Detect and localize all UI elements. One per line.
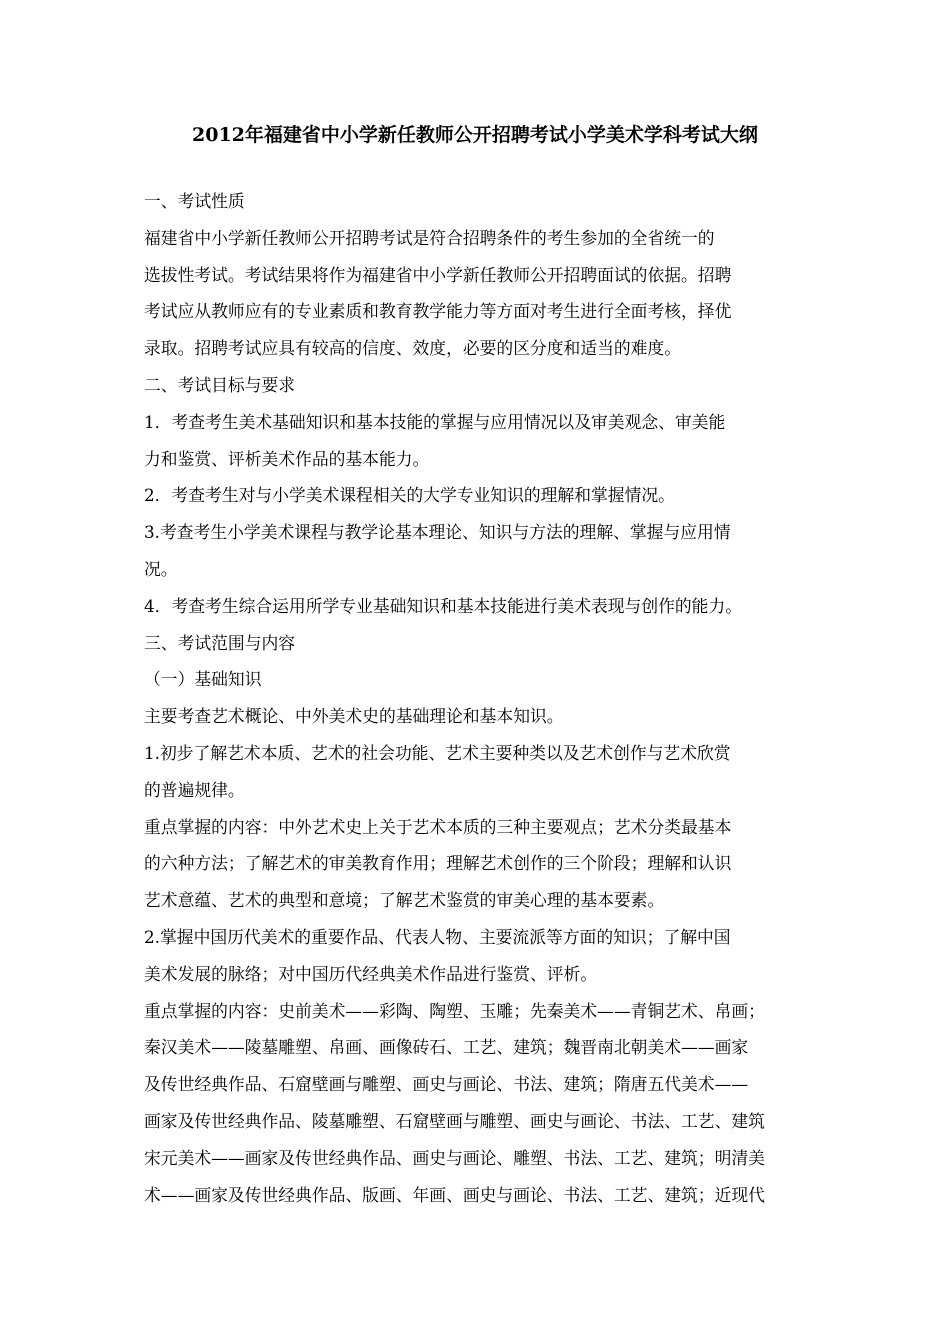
document-title: 2012年福建省中小学新任教师公开招聘考试小学美术学科考试大纲 [192, 124, 758, 146]
paragraph-line: 重点掌握的内容：史前美术——彩陶、陶塑、玉雕；先秦美术——青铜艺术、帛画； [144, 1000, 765, 1021]
list-item-line: 4．考查考生综合运用所学专业基础知识和基本技能进行美术表现与创作的能力。 [144, 595, 743, 616]
list-item-line: 况。 [144, 558, 178, 579]
list-item-line: 力和鉴赏、评析美术作品的基本能力。 [144, 448, 430, 469]
paragraph-line: 的六种方法；了解艺术的审美教育作用；理解艺术创作的三个阶段；理解和认识 [144, 853, 732, 874]
list-item-line: 美术发展的脉络；对中国历代经典美术作品进行鉴赏、评析。 [144, 963, 598, 984]
list-item-line: 的普遍规律。 [144, 779, 245, 800]
paragraph-line: 录取。招聘考试应具有较高的信度、效度，必要的区分度和适当的难度。 [144, 338, 682, 359]
list-item-line: 1．考查考生美术基础知识和基本技能的掌握与应用情况以及审美观念、审美能 [144, 411, 726, 432]
paragraph-line: 艺术意蕴、艺术的典型和意境；了解艺术鉴赏的审美心理的基本要素。 [144, 890, 665, 911]
paragraph-line: 选拔性考试。考试结果将作为福建省中小学新任教师公开招聘面试的依据。招聘 [144, 264, 732, 285]
paragraph-line: 福建省中小学新任教师公开招聘考试是符合招聘条件的考生参加的全省统一的 [144, 227, 715, 248]
paragraph-line: 及传世经典作品、石窟壁画与雕塑、画史与画论、书法、建筑；隋唐五代美术—— [144, 1074, 749, 1095]
subsection-heading: （一）基础知识 [144, 669, 262, 690]
paragraph-line: 宋元美术——画家及传世经典作品、画史与画论、雕塑、书法、工艺、建筑；明清美 [144, 1147, 765, 1168]
list-item-line: 2.掌握中国历代美术的重要作品、代表人物、主要流派等方面的知识；了解中国 [144, 926, 731, 947]
document-body [144, 183, 824, 1213]
paragraph-line: 重点掌握的内容：中外艺术史上关于艺术本质的三种主要观点；艺术分类最基本 [144, 816, 732, 837]
paragraph-line: 考试应从教师应有的专业素质和教育教学能力等方面对考生进行全面考核，择优 [144, 301, 732, 322]
paragraph-line: 秦汉美术——陵墓雕塑、帛画、画像砖石、工艺、建筑；魏晋南北朝美术——画家 [144, 1037, 749, 1058]
section-heading: 一、考试性质 [144, 191, 245, 211]
paragraph-line: 画家及传世经典作品、陵墓雕塑、石窟壁画与雕塑、画史与画论、书法、工艺、建筑 [144, 1110, 765, 1131]
list-item-line: 3.考查考生小学美术课程与教学论基本理论、知识与方法的理解、掌握与应用情 [144, 522, 731, 543]
list-item-line: 1.初步了解艺术本质、艺术的社会功能、艺术主要种类以及艺术创作与艺术欣赏 [144, 742, 731, 763]
paragraph-line: 主要考查艺术概论、中外美术史的基础理论和基本知识。 [144, 706, 564, 727]
list-item-line: 2．考查考生对与小学美术课程相关的大学专业知识的理解和掌握情况。 [144, 485, 675, 506]
section-heading: 二、考试目标与要求 [144, 374, 296, 395]
paragraph-line: 术——画家及传世经典作品、版画、年画、画史与画论、书法、工艺、建筑；近现代 [144, 1184, 765, 1205]
section-heading: 三、考试范围与内容 [144, 632, 296, 653]
